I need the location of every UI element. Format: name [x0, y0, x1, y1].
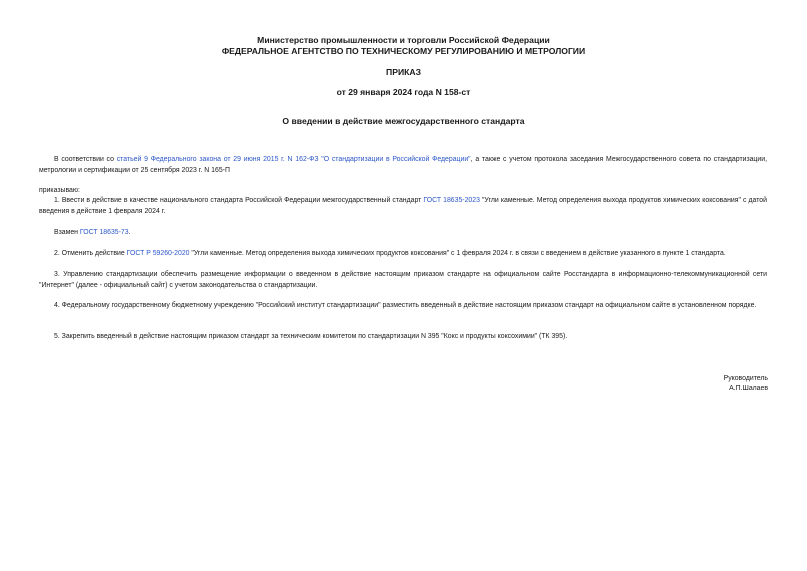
item-2-prefix: 2. Отменить действие [54, 250, 127, 257]
ministry-title: Министерство промышленности и торговли Российской Федерации [257, 35, 550, 45]
replace-suffix: . [128, 229, 131, 236]
preamble-paragraph [39, 155, 767, 176]
preamble-suffix: , а также с учетом протокола заседания Межгосударственного совета по стандартизации, метрологии и сертификации от 25 сентября 2023 г. N 165-П [39, 156, 767, 174]
item-1-paragraph [39, 196, 767, 217]
order-word: приказываю: [39, 187, 80, 194]
replace-paragraph [39, 228, 767, 239]
item-2-suffix: "Угли каменные. Метод определения выхода химических продуктов коксования" с 1 февраля 2024 г. в связи с введением в действие указанного в пункте 1 стандарта. [189, 250, 726, 257]
item-5-paragraph: 5. Закрепить введенный в действие настоящим приказом стандарт за техническим комитетом по стандартизации N 395 "Кокс и продукты коксохимии" (ТК 395). [54, 333, 568, 340]
agency-title: ФЕДЕРАЛЬНОЕ АГЕНТСТВО ПО ТЕХНИЧЕСКОМУ РЕГУЛИРОВАНИЮ И МЕТРОЛОГИИ [221, 46, 586, 56]
item-3-paragraph: 3. Управлению стандартизации обеспечить размещение информации о введенном в действие настоящим приказом стандарте на официальном сайте Росстандарта в информационно-телекоммуникационной сети "Интернет" (далее - официальный сайт) с учетом законодательства о стандартизации. [39, 271, 767, 289]
federal-law-link[interactable]: статьей 9 Федерального закона от 29 июня 2015 г. N 162-ФЗ "О стандартизации в Российской Федерации" [116, 156, 471, 163]
document-subject: О введении в действие межгосударственного стандарта [282, 116, 525, 126]
signature-name: А.П.Шалаев [729, 385, 768, 392]
replace-prefix: Взамен [54, 229, 80, 236]
preamble-prefix: В соответствии со [54, 156, 117, 163]
gost-18635-73-link[interactable]: ГОСТ 18635-73 [79, 229, 129, 236]
signature-position: Руководитель [723, 375, 768, 382]
document-type: ПРИКАЗ [386, 67, 421, 77]
document-date-number: от 29 января 2024 года N 158-ст [336, 87, 471, 97]
item-1-prefix: 1. Ввести в действие в качестве национального стандарта Российской Федерации межгосударственный стандарт [54, 197, 424, 204]
gost-r-59260-2020-link[interactable]: ГОСТ Р 59260-2020 [126, 250, 190, 257]
item-4-paragraph: 4. Федеральному государственному бюджетному учреждению "Российский институт стандартизации" разместить введенный в действие настоящим приказом стандарт на официальном сайте в установленном порядке. [54, 302, 757, 309]
gost-18635-2023-link[interactable]: ГОСТ 18635-2023 [423, 197, 480, 204]
item-2-paragraph [39, 249, 767, 260]
item-1-suffix: "Угли каменные. Метод определения выхода продуктов химических коксования" с датой введения в действие 1 февраля 2024 г. [39, 197, 767, 215]
